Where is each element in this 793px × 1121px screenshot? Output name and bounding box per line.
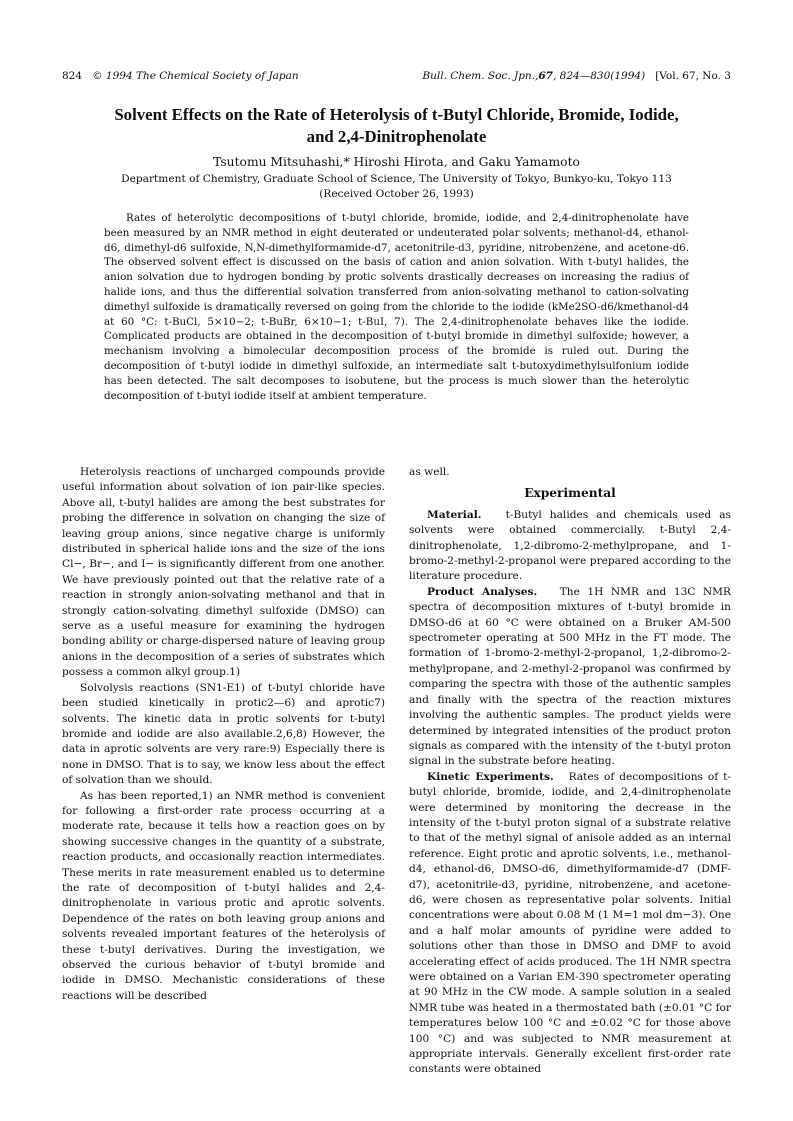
journal-pages: , 824—830(1994) bbox=[553, 70, 646, 82]
continuation-text: as well. bbox=[409, 466, 450, 478]
intro-paragraph-1: Heterolysis reactions of uncharged compounds provide useful information about solvation of ion pair-like species. Above all, t-butyl halides are among the best substrates for probing the difference in solvation on changing the size of leaving group anions, since negative charge is uniformly distributed in spherical halide ions and the size of the ions Cl−, Br−, and I− is significantly different from one another. We have previously pointed out that the relative rate of a reaction in strongly anion-solvating methanol and that in strongly cation-solvating dimethyl sulfoxide (DMSO) can serve as a useful measure for examining the hydrogen bonding ability or charge-dispersed nature of leaving group anions in the decomposition of a series of substrates which possess a common alkyl group.1) bbox=[62, 466, 385, 679]
received-date: (Received October 26, 1993) bbox=[319, 188, 474, 200]
affiliation: Department of Chemistry, Graduate School of Science, The University of Tokyo, Bunkyo-ku, Tokyo 113 bbox=[121, 173, 672, 185]
run-in-heading-product-analyses: Product Analyses. bbox=[427, 585, 538, 598]
intro-paragraph-2: Solvolysis reactions (SN1-E1) of t-butyl chloride have been studied kinetically in protic2—6) and aprotic7) solvents. The kinetic data in protic solvents for t-butyl bromide and iodide are also available.2,6,8) However, the data in aprotic solvents are very rare:9) Especially there is none in DMSO. That is to say, we know less about the effect of solvation than we should. bbox=[62, 681, 385, 787]
paragraph-product-analyses bbox=[409, 585, 731, 770]
authors: Tsutomu Mitsuhashi,* Hiroshi Hirota, and Gaku Yamamoto bbox=[213, 155, 580, 169]
section-heading-experimental: Experimental bbox=[524, 486, 616, 501]
paragraph-kinetic-experiments bbox=[409, 770, 731, 1078]
intro-paragraph-3: As has been reported,1) an NMR method is convenient for following a first-order rate process occurring at a moderate rate, because it tells how a reaction goes on by showing successive changes in the quantity of a substrate, reaction products, and occasionally reaction intermediates. These merits in rate measurement enabled us to determine the rate of decomposition of t-butyl halides and 2,4-dinitrophenolate in various protic and aprotic solvents. Dependence of the rates on both leaving group anions and solvents revealed important features of the heterolysis of these t-butyl derivatives. During the investigation, we observed the curious behavior of t-butyl bromide and iodide in DMSO. Mechanistic considerations of these reactions will be described bbox=[62, 789, 385, 1002]
title-line-2: and 2,4-Dinitrophenolate bbox=[306, 127, 487, 146]
paragraph-text: The 1H NMR and 13C NMR spectra of decomposition mixtures of t-butyl bromide in DMSO-d6 at 60 °C were obtained on a Bruker AM-500 spectrometer operating at 500 MHz in the FT mode. The formation of 1-bromo-2-methyl-2-propanol, 1,2-dibromo-2-methylpropane, and 2-methyl-2-propanol was confirmed by comparing the spectra with those of the authentic samples and finally with the spectra of the reaction mixtures involving the authentic samples. The product yields were determined by integrated intensities of the product proton signals as compared with the intensity of the t-butyl proton signal in the substrate before heating. bbox=[409, 585, 732, 768]
article-title bbox=[80, 104, 713, 148]
run-in-heading-material: Material. bbox=[427, 508, 482, 521]
title-line-1: Solvent Effects on the Rate of Heterolysis of t-Butyl Chloride, Bromide, Iodide, bbox=[114, 105, 679, 124]
abstract: Rates of heterolytic decompositions of t-butyl chloride, bromide, iodide, and 2,4-dinitrophenolate have been measured by an NMR method in eight deuterated or undeuterated polar solvents; methanol-d4, ethanol-d6, dimethyl-d6 sulfoxide, N,N-dimethylformamide-d7, acetonitrile-d3, pyridine, nitrobenzene, and acetone-d6. The observed solvent effect is discussed on the basis of cation and anion solvation. With t-butyl halides, the anion solvation due to hydrogen bonding by protic solvents drastically decreases on increasing the radius of halide ions, and thus the differential solvation transferred from anion-solvating methanol to cation-solvating dimethyl sulfoxide is dramatically reversed on going from the chloride to the iodide (kMe2SO-d6/kmethanol-d4 at 60 °C: t-BuCl, 5×10−2; t-BuBr, 6×10−1; t-BuI, 7). The 2,4-dinitrophenolate behaves like the iodide. Complicated products are obtained in the decomposition of t-butyl bromide in dimethyl sulfoxide; however, a mechanism involving a bimolecular decomposition process of the bromide is ruled out. During the decomposition of t-butyl iodide in dimethyl sulfoxide, an intermediate salt t-butoxydimethylsulfonium iodide has been detected. The salt decomposes to isobutene, but the process is much slower than the heterolytic decomposition of t-butyl iodide itself at ambient temperature. bbox=[104, 212, 689, 402]
run-in-heading-kinetic: Kinetic Experiments. bbox=[427, 770, 554, 783]
page-number: 824 bbox=[62, 70, 83, 82]
paragraph-text: Rates of decompositions of t-butyl chloride, bromide, iodide, and 2,4-dinitrophenolate were determined by monitoring the decrease in the intensity of the t-butyl proton signal of a substrate relative to that of the methyl signal of anisole added as an internal reference. Eight protic and aprotic solvents, i.e., methanol-d4, ethanol-d6, DMSO-d6, dimethylformamide-d7 (DMF-d7), acetonitrile-d3, pyridine, nitrobenzene, and acetone-d6, were chosen as representative polar solvents. Initial concentrations were about 0.08 M (1 M=1 mol dm−3). One and a half molar amounts of pyridine were added to solutions other than those in DMSO and DMF to avoid accelerating effect of acids produced. The 1H NMR spectra were obtained on a Varian EM-390 spectrometer operating at 90 MHz in the CW mode. A sample solution in a sealed NMR tube was heated in a thermostated bath (±0.01 °C for temperatures below 100 °C and ±0.02 °C for those above 100 °C) and was subjected to NMR measurement at appropriate intervals. Generally excellent first-order rate constants were obtained bbox=[409, 770, 732, 1076]
paragraph-text: t-Butyl halides and chemicals used as solvents were obtained commercially. t-Butyl 2,4-dinitrophenolate, 1,2-dibromo-2-methylpropane, and 1-bromo-2-methyl-2-propanol were prepared according to the literature procedure. bbox=[409, 508, 731, 583]
affiliation-block bbox=[62, 172, 731, 202]
right-column bbox=[409, 465, 731, 1078]
header-left bbox=[62, 70, 299, 82]
journal-volume: 67 bbox=[538, 70, 553, 82]
volume-issue: [Vol. 67, No. 3 bbox=[655, 70, 731, 82]
copyright-notice: © 1994 The Chemical Society of Japan bbox=[92, 70, 299, 82]
left-column bbox=[62, 465, 385, 1004]
header-right bbox=[422, 70, 731, 82]
paragraph-material bbox=[409, 508, 731, 585]
journal-name: Bull. Chem. Soc. Jpn., bbox=[422, 70, 539, 82]
